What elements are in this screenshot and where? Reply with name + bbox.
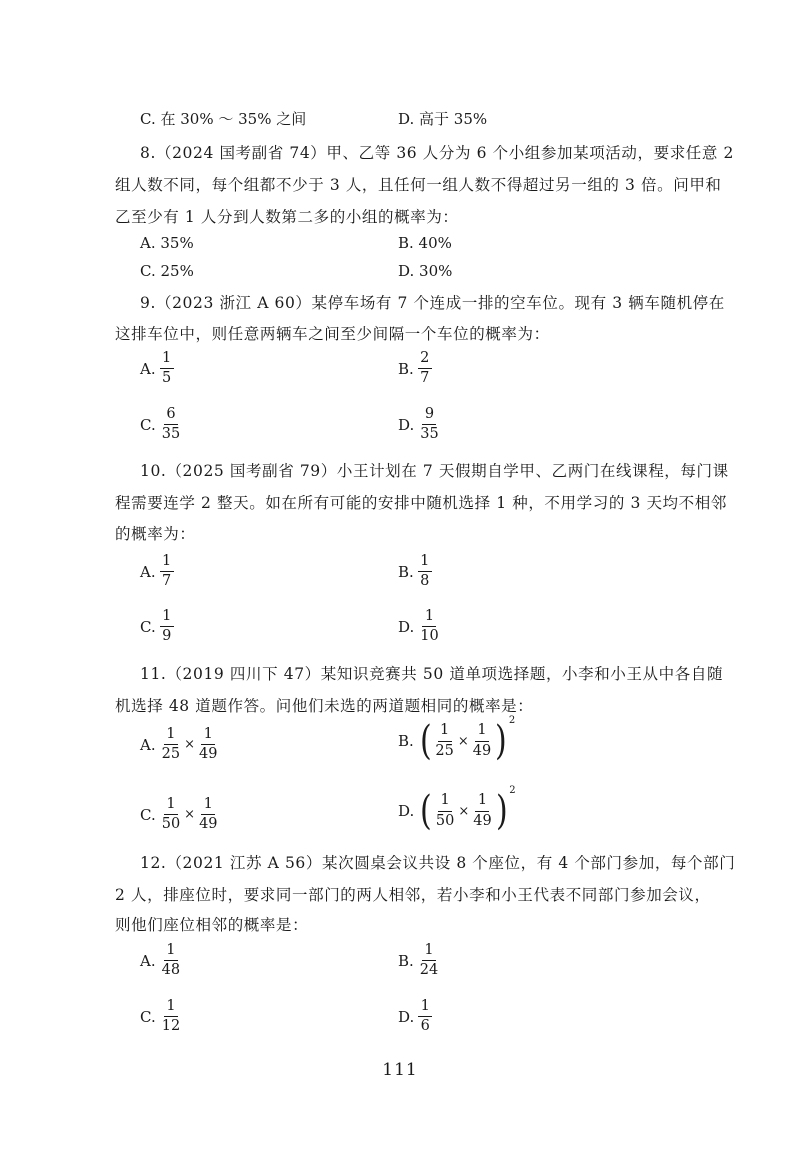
option-label: D. bbox=[398, 617, 415, 636]
q12-stem-line1: 12.（2021 江苏 A 56）某次圆桌会议共设 8 个座位，有 4 个部门参加，每个部门 bbox=[140, 854, 736, 872]
q10-option-b bbox=[398, 553, 432, 591]
q9-option-c bbox=[140, 406, 182, 444]
denominator: 49 bbox=[199, 816, 218, 833]
q10-option-a bbox=[140, 553, 174, 591]
q10-option-d bbox=[398, 608, 441, 646]
option-label: B. bbox=[398, 951, 414, 970]
q8-option-d-text: D. 30% bbox=[398, 262, 453, 280]
denominator: 50 bbox=[161, 816, 181, 833]
q9-option-b bbox=[398, 350, 432, 388]
option-label: B. bbox=[398, 359, 414, 378]
option-label: D. bbox=[398, 802, 415, 820]
numerator: 1 bbox=[422, 942, 436, 961]
q9-stem-line2: 这排车位中，则任意两辆车之间至少间隔一个车位的概率为： bbox=[115, 325, 550, 343]
q8-stem-line3: 乙至少有 1 人分到人数第二多的小组的概率为： bbox=[115, 208, 459, 226]
q11-option-d bbox=[398, 785, 516, 834]
q12-option-d bbox=[398, 998, 432, 1036]
q8-option-a-text: A. 35% bbox=[140, 234, 194, 252]
q8-stem-line2: 组人数不同，每个组都不少于 3 人，且任何一组人数不得超过另一组的 3 倍。问甲和 bbox=[115, 176, 722, 194]
numerator: 1 bbox=[164, 726, 178, 745]
q12-stem-line3: 则他们座位相邻的概率是： bbox=[115, 916, 309, 934]
q8-option-c-text: C. 25% bbox=[140, 262, 194, 280]
option-label: C. bbox=[140, 805, 156, 824]
fraction bbox=[160, 998, 182, 1036]
q11-stem-line1: 11.（2019 四川下 47）某知识竞赛共 50 道单项选择题，小李和小王从中各自随 bbox=[140, 665, 724, 683]
fraction bbox=[418, 350, 432, 388]
numerator: 1 bbox=[164, 942, 178, 961]
denominator: 10 bbox=[420, 628, 439, 645]
fraction bbox=[197, 796, 219, 834]
q10-stem-line2: 程需要连学 2 整天。如在所有可能的安排中随机选择 1 种，不用学习的 3 天均不相邻 bbox=[115, 494, 727, 512]
times-sign: × bbox=[458, 803, 470, 819]
numerator: 6 bbox=[164, 406, 178, 425]
fraction bbox=[197, 726, 219, 764]
q12-option-a bbox=[140, 942, 182, 980]
right-parenthesis: ) bbox=[495, 788, 508, 834]
numerator: 1 bbox=[418, 553, 432, 572]
left-parenthesis: ( bbox=[420, 788, 432, 834]
q7-option-c-text: C. 在 30% ～ 35% 之间 bbox=[140, 110, 307, 128]
q7-option-d-text: D. 高于 35% bbox=[398, 110, 488, 128]
numerator: 1 bbox=[164, 796, 178, 815]
fraction bbox=[434, 792, 456, 830]
q11-option-c bbox=[140, 796, 220, 834]
numerator: 1 bbox=[164, 998, 178, 1017]
q12-option-c bbox=[140, 998, 182, 1036]
option-label: C. bbox=[140, 415, 156, 434]
denominator: 25 bbox=[161, 746, 181, 763]
numerator: 9 bbox=[422, 406, 436, 425]
denominator: 6 bbox=[420, 1018, 430, 1035]
numerator: 1 bbox=[475, 792, 489, 811]
q8-option-b-text: B. 40% bbox=[398, 234, 452, 252]
fraction bbox=[471, 722, 493, 760]
right-parenthesis: ) bbox=[495, 718, 507, 764]
numerator: 1 bbox=[438, 792, 452, 811]
option-label: A. bbox=[140, 951, 156, 970]
denominator: 12 bbox=[161, 1018, 181, 1035]
fraction bbox=[418, 608, 440, 646]
denominator: 25 bbox=[435, 742, 454, 759]
times-sign: × bbox=[184, 807, 196, 823]
q8-option-c bbox=[140, 262, 194, 280]
denominator: 9 bbox=[162, 628, 172, 645]
numerator: 2 bbox=[418, 350, 432, 369]
numerator: 1 bbox=[201, 796, 215, 815]
q8-option-b bbox=[398, 234, 452, 252]
numerator: 1 bbox=[201, 726, 215, 745]
numerator: 1 bbox=[160, 608, 174, 627]
page-number: 111 bbox=[382, 1060, 418, 1080]
fraction bbox=[418, 553, 432, 591]
q8-option-a bbox=[140, 234, 194, 252]
q7-option-d bbox=[398, 108, 487, 129]
denominator: 7 bbox=[420, 370, 430, 387]
option-label: B. bbox=[398, 562, 414, 581]
q12-option-b bbox=[398, 942, 440, 980]
option-label: D. bbox=[398, 415, 415, 434]
q11-option-a bbox=[140, 726, 219, 764]
q9-stem-line1: 9.（2023 浙江 A 60）某停车场有 7 个连成一排的空车位。现有 3 辆车随机停在 bbox=[140, 294, 725, 312]
denominator: 49 bbox=[198, 746, 218, 763]
fraction bbox=[160, 608, 174, 646]
fraction bbox=[418, 406, 440, 444]
option-label: A. bbox=[140, 735, 156, 754]
q7-option-c bbox=[140, 108, 306, 129]
numerator: 1 bbox=[160, 350, 174, 369]
numerator: 1 bbox=[160, 553, 174, 572]
option-label: A. bbox=[140, 562, 156, 581]
exponent: 2 bbox=[508, 715, 516, 726]
denominator: 24 bbox=[419, 962, 439, 979]
denominator: 5 bbox=[161, 370, 172, 387]
option-label: C. bbox=[140, 617, 156, 636]
q8-stem-line1: 8.（2024 国考副省 74）甲、乙等 36 人分为 6 个小组参加某项活动，要求任意 2 bbox=[140, 144, 734, 162]
q10-stem-line1: 10.（2025 国考副省 79）小王计划在 7 天假期自学甲、乙两门在线课程，每门课 bbox=[140, 462, 729, 480]
q8-option-d bbox=[398, 262, 452, 280]
q12-stem-line2: 2 人，排座位时，要求同一部门的两人相邻，若小李和小王代表不同部门参加会议， bbox=[115, 886, 711, 904]
numerator: 1 bbox=[422, 608, 436, 627]
denominator: 35 bbox=[161, 426, 181, 443]
option-label: B. bbox=[398, 732, 414, 750]
q11-stem-line2: 机选择 48 道题作答。问他们未选的两道题相同的概率是： bbox=[115, 697, 534, 715]
numerator: 1 bbox=[475, 722, 489, 741]
times-sign: × bbox=[184, 737, 195, 753]
exponent: 2 bbox=[509, 785, 516, 796]
fraction bbox=[160, 942, 182, 980]
fraction bbox=[160, 553, 174, 591]
fraction bbox=[160, 796, 182, 834]
denominator: 7 bbox=[161, 573, 172, 590]
denominator: 35 bbox=[420, 426, 439, 443]
left-parenthesis: ( bbox=[419, 718, 432, 764]
denominator: 48 bbox=[161, 962, 181, 979]
option-label: A. bbox=[140, 359, 156, 378]
denominator: 50 bbox=[435, 812, 455, 829]
q11-option-b bbox=[398, 715, 516, 764]
times-sign: × bbox=[457, 733, 469, 749]
fraction bbox=[418, 942, 440, 980]
denominator: 49 bbox=[473, 812, 492, 829]
option-label: C. bbox=[140, 1007, 156, 1026]
fraction bbox=[433, 722, 455, 760]
denominator: 8 bbox=[420, 573, 430, 590]
fraction bbox=[160, 406, 182, 444]
fraction bbox=[160, 726, 182, 764]
numerator: 1 bbox=[418, 998, 432, 1017]
option-label: D. bbox=[398, 1007, 415, 1026]
numerator: 1 bbox=[438, 722, 452, 741]
q9-option-d bbox=[398, 406, 441, 444]
q10-stem-line3: 的概率为： bbox=[115, 525, 196, 543]
q10-option-c bbox=[140, 608, 174, 646]
fraction bbox=[418, 998, 432, 1036]
denominator: 49 bbox=[472, 742, 492, 759]
fraction bbox=[471, 792, 493, 830]
q9-option-a bbox=[140, 350, 174, 388]
fraction bbox=[160, 350, 174, 388]
